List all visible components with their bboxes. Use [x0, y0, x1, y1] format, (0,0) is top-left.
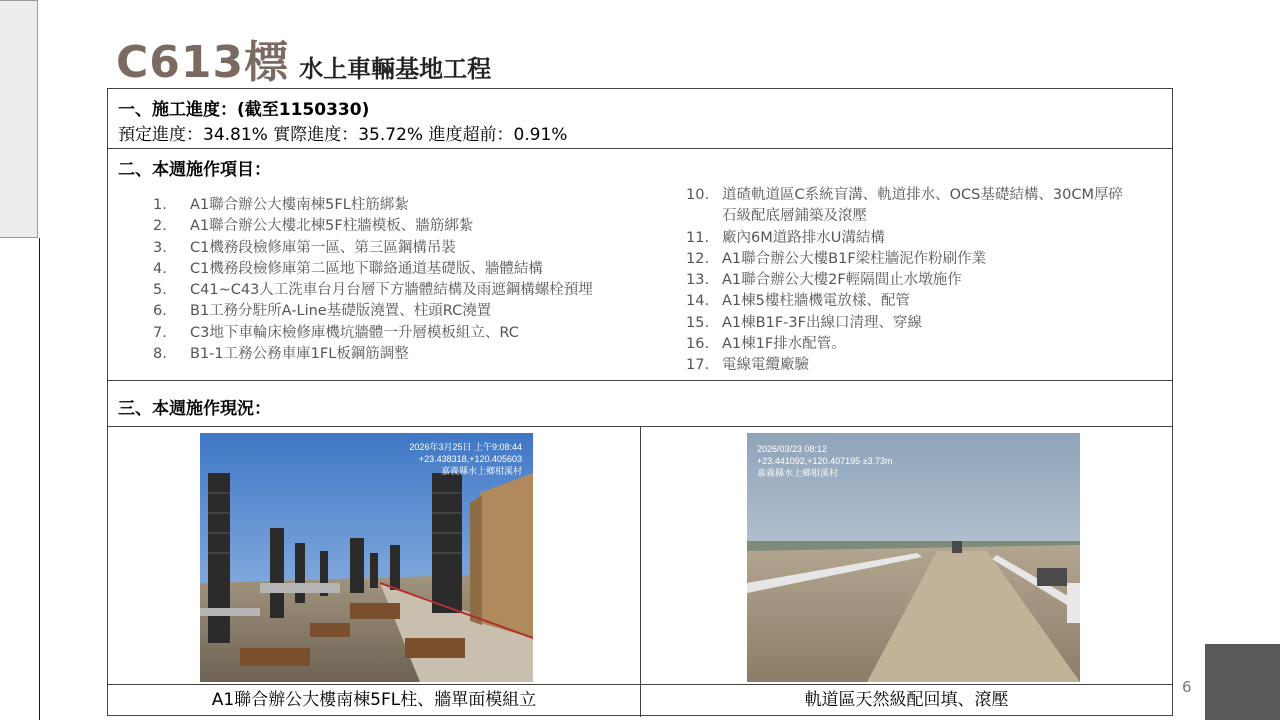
corner-block	[1205, 644, 1280, 720]
content-table	[107, 88, 1173, 716]
list-item: 12. A1聯合辦公大樓B1F梁柱牆泥作粉刷作業	[686, 250, 987, 267]
list-item: 11. 廠內6M道路排水U溝結構	[686, 229, 885, 246]
list-item: 8. B1-1工務公務車庫1FL板鋼筋調整	[153, 346, 409, 363]
site-status-heading: 三、本週施作現況：	[118, 399, 271, 419]
list-item: 13. A1聯合辦公大樓2F輕隔間止水墩施作	[686, 272, 962, 289]
list-item: 3. C1機務段檢修庫第一區、第三區鋼構吊裝	[153, 239, 456, 256]
title-code: C613標	[116, 37, 290, 88]
photo-caption-left: A1聯合辦公大樓南棟5FL柱、牆單面模組立	[211, 690, 537, 710]
list-item: 16. A1棟1F排水配管。	[686, 336, 846, 353]
row-divider-2	[108, 380, 1172, 381]
row-divider-1	[108, 148, 1172, 149]
weekly-items-heading: 二、本週施作項目：	[118, 160, 271, 180]
photo-stamp-line: 嘉義縣水上鄉柑溪村	[757, 468, 839, 478]
page-number: 6	[1182, 678, 1192, 696]
list-item: 1. A1聯合辦公大樓南棟5FL柱筋綁紮	[153, 197, 409, 213]
list-item: 7. C3地下車輪床檢修庫機坑牆體一升層模板組立、RC	[153, 324, 519, 341]
list-item: 2. A1聯合辦公大樓北棟5F柱牆模板、牆筋綁紮	[153, 218, 474, 235]
progress-heading: 一、施工進度：(截至1150330)	[118, 100, 370, 120]
list-item: 4. C1機務段檢修庫第二區地下聯絡通道基礎版、牆體結構	[153, 260, 543, 277]
photo-stamp-line: +23.441092,+120.407195 ±3.73m	[757, 456, 893, 466]
slide-title	[116, 26, 491, 90]
progress-values: 預定進度：34.81% 實際進度：35.72% 進度超前：0.91%	[118, 125, 568, 145]
left-margin-line	[39, 238, 40, 720]
list-item: 5. C41~C43人工洗車台月台層下方牆體結構及雨遮鋼構螺栓預埋	[153, 282, 593, 299]
left-side-tab	[0, 0, 38, 238]
photo-stamp-line: 2026年3月25日 上午9:08:44	[409, 442, 522, 452]
work-items-list-left	[153, 195, 593, 365]
list-item: 15. A1棟B1F-3F出線口清理、穿線	[686, 314, 922, 331]
list-item: 14. A1棟5樓柱牆機電放樣、配管	[686, 293, 910, 310]
construction-photo-left	[200, 433, 533, 682]
title-subtitle: 水上車輛基地工程	[299, 55, 492, 83]
photo-stamp-line: 嘉義縣水上鄉柑溪村	[440, 466, 522, 476]
list-item: 17. 電線電纜廠驗	[686, 357, 809, 374]
list-item: 10. 道碴軌道區C系統盲溝、軌道排水、OCS基礎結構、30CM厚碎 石級配底層鋪築及滾壓	[686, 187, 1123, 225]
photo-stamp-line: 2026/03/23 08:12	[757, 444, 828, 454]
construction-photo-right	[747, 433, 1080, 682]
list-item: 6. B1工務分駐所A-Line基礎版澆置、柱頭RC澆置	[153, 303, 492, 320]
photo-stamp-line: +23.438318,+120.405603	[418, 454, 522, 464]
photo-caption-right: 軌道區天然級配回填、滾壓	[804, 690, 1009, 710]
column-divider	[640, 426, 641, 717]
work-items-list-right	[686, 185, 1123, 377]
